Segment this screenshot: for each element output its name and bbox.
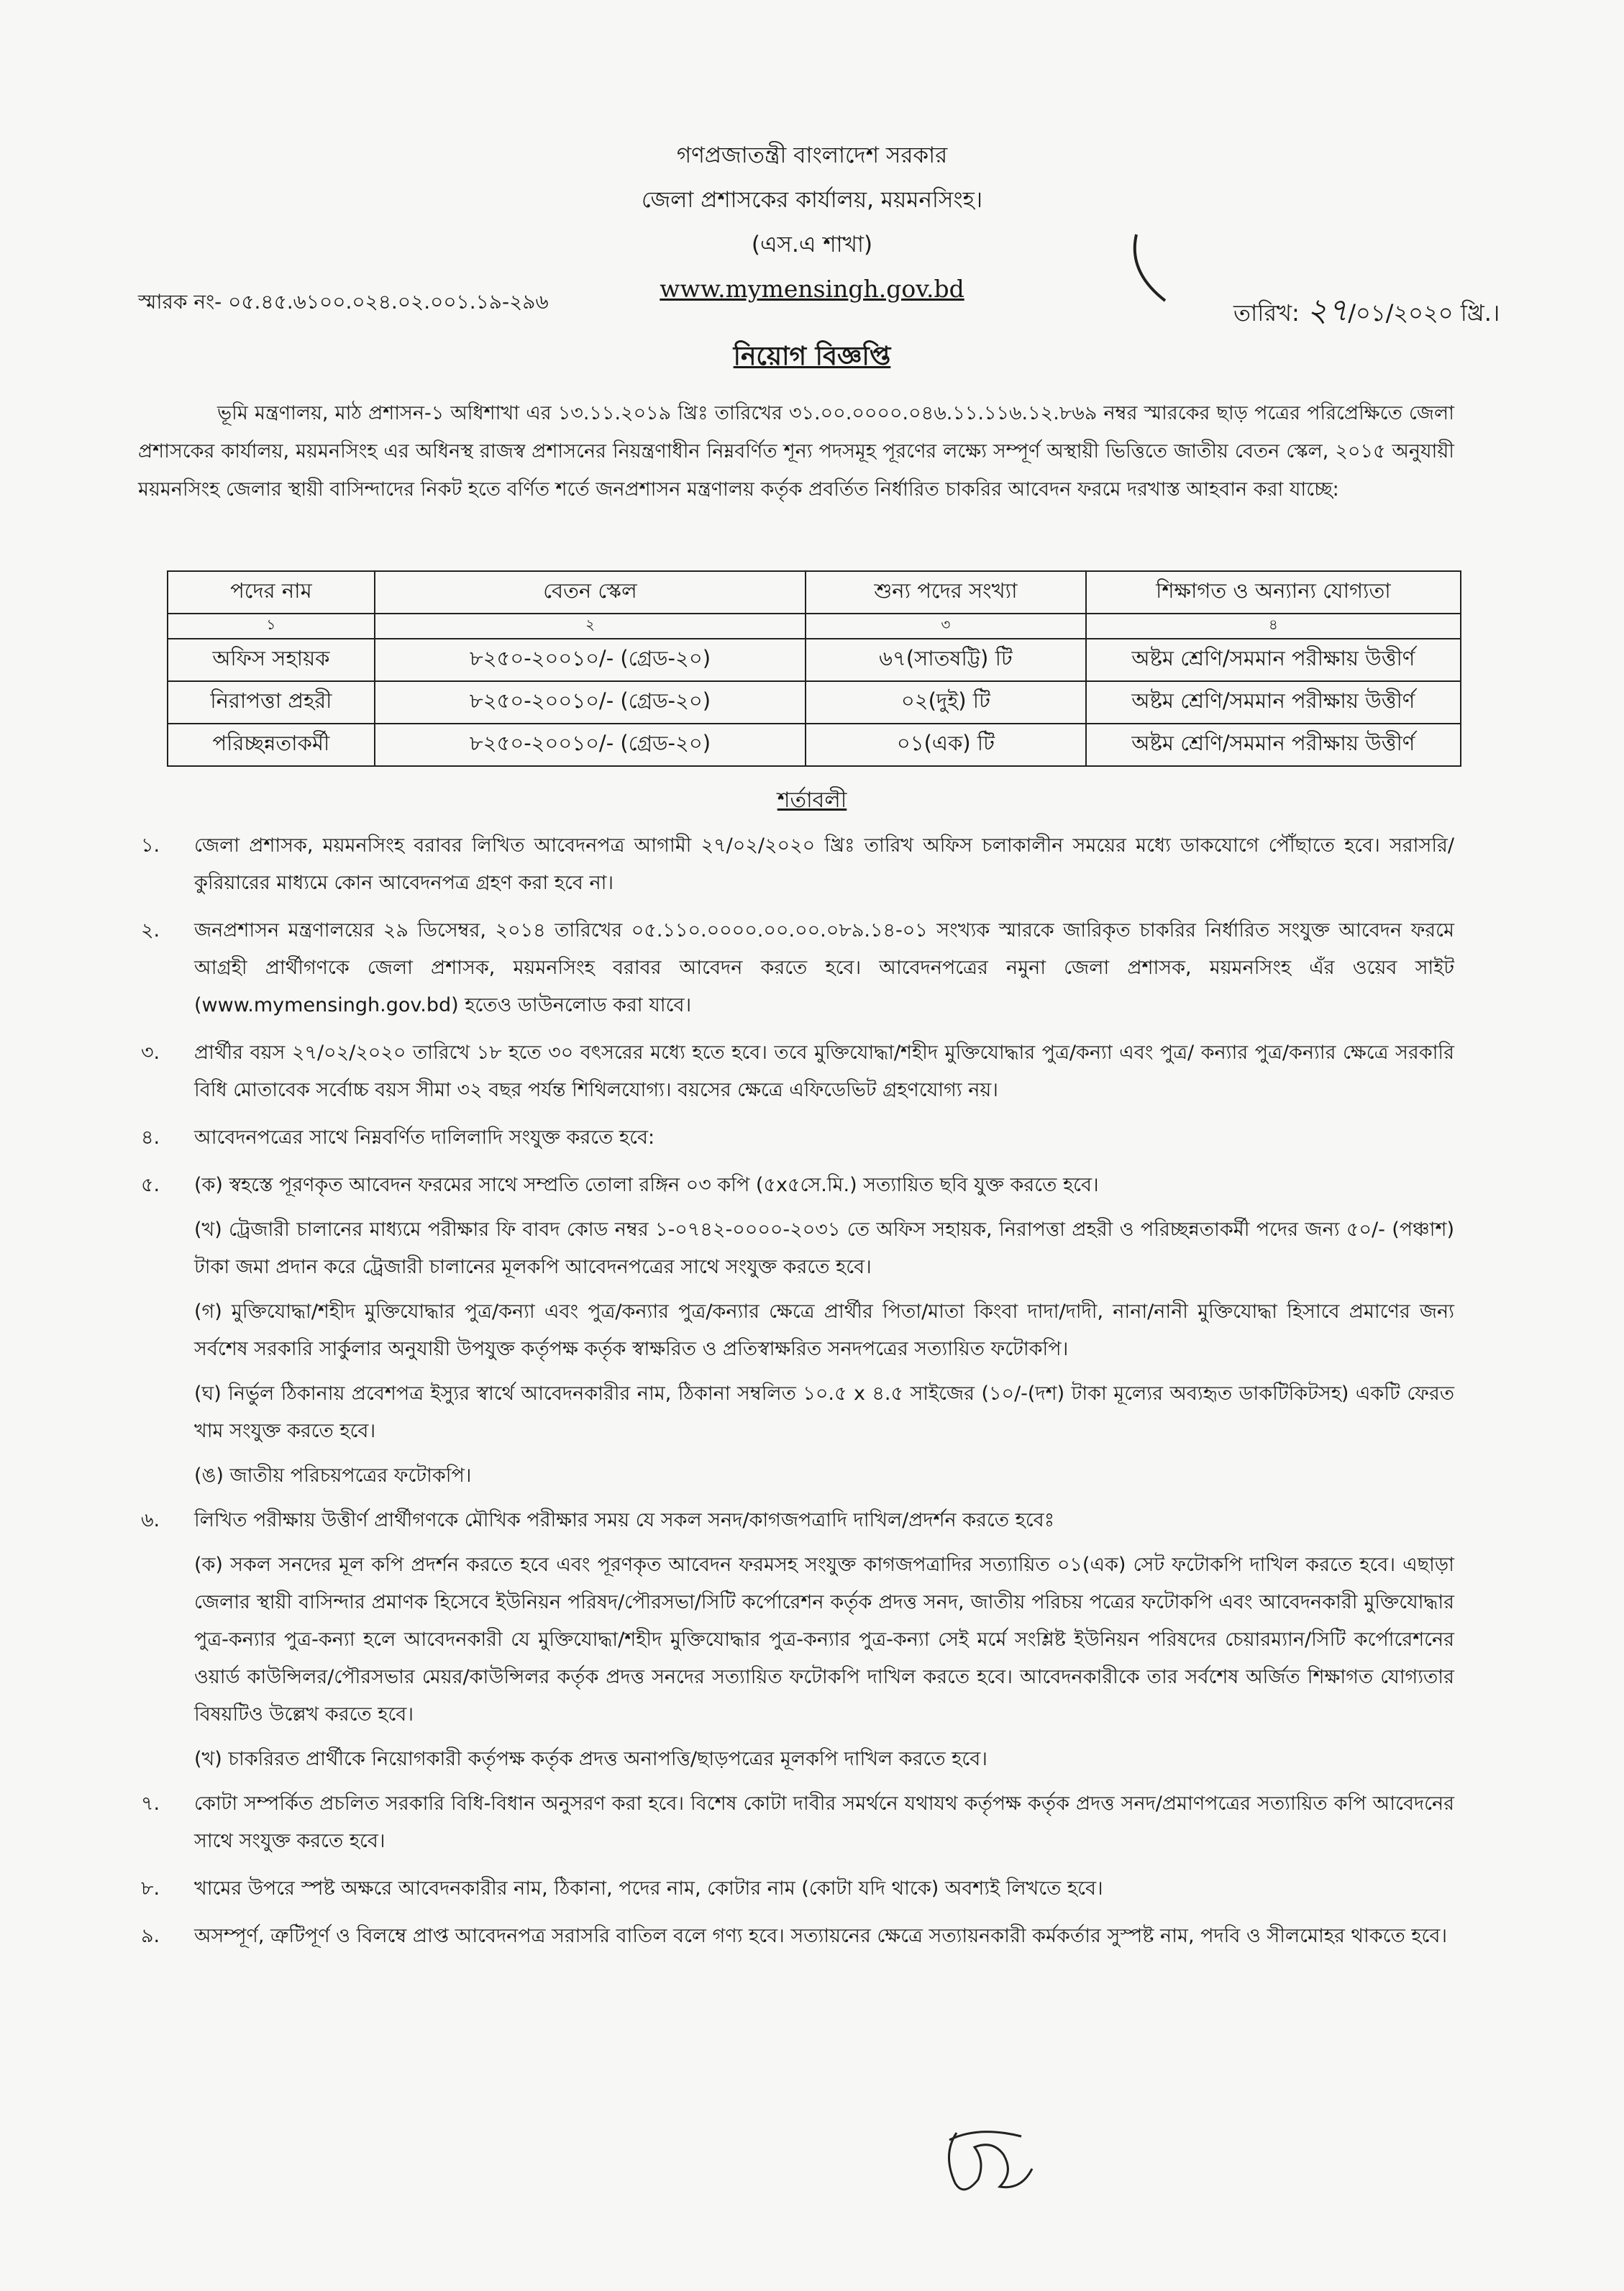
condition-subitem: (ঘ) নির্ভুল ঠিকানায় প্রবেশপত্র ইস্যুর স্বার্থে আবেদনকারীর নাম, ঠিকানা সম্বলিত ১০.৫ x ৪.৫ সাইজের (১০/-(দশ) টাকা মূল্যের অব্যহৃত ডাকটিকিটসহ) একটি ফেরত খাম সংযুক্ত করতে হবে। bbox=[194, 1383, 1454, 1442]
condition-number: ৭. bbox=[141, 1793, 160, 1815]
condition-item bbox=[141, 1870, 1454, 1908]
condition-number: ৮. bbox=[141, 1877, 160, 1900]
conditions-heading: শর্তাবলী bbox=[777, 788, 847, 813]
post-name: পরিচ্ছন্নতাকর্মী bbox=[168, 724, 375, 766]
table-column-number-row bbox=[168, 614, 1461, 639]
table-header-row bbox=[168, 571, 1461, 614]
condition-text: জেলা প্রশাসক, ময়মনসিংহ বরাবর লিখিত আবেদনপত্র আগামী ২৭/০২/২০২০ খ্রিঃ তারিখ অফিস চলাকালীন সময়ের মধ্যে ডাকযোগে পৌঁছাতে হবে। সরাসরি/কুরিয়ারের মাধ্যমে কোন আবেদনপত্র গ্রহণ করা হবে না। bbox=[194, 834, 1454, 894]
condition-subitem: (ঙ) জাতীয় পরিচয়পত্রের ফটোকপি। bbox=[194, 1465, 472, 1487]
condition-text: প্রার্থীর বয়স ২৭/০২/২০২০ তারিখে ১৮ হতে ৩০ বৎসরের মধ্যে হতে হবে। তবে মুক্তিযোদ্ধা/শহীদ মুক্তিযোদ্ধার পুত্র/কন্যা এবং পুত্র/ কন্যার পুত্র/কন্যার ক্ষেত্রে সরকারি বিধি মোতাবেক সর্বোচ্চ বয়স সীমা ৩২ বছর পর্যন্ত শিথিলযোগ্য। বয়সের ক্ষেত্রে এফিডেভিট গ্রহণযোগ্য নয়। bbox=[194, 1042, 1454, 1101]
pay-scale: ৮২৫০-২০০১০/- (গ্রেড-২০) bbox=[375, 724, 806, 766]
column-number: ১ bbox=[168, 614, 375, 639]
memo-number: স্মারক নং- ০৫.৪৫.৬১০০.০২৪.০২.০০১.১৯-২৯৬ bbox=[138, 290, 549, 314]
condition-text: অসম্পূর্ণ, ত্রুটিপূর্ণ ও বিলম্বে প্রাপ্ত আবেদনপত্র সরাসরি বাতিল বলে গণ্য হবে। সত্যায়নের ক্ষেত্রে সত্যায়নকারী কর্মকর্তার সুস্পষ্ট নাম, পদবি ও সীলমোহর থাকতে হবে। bbox=[194, 1925, 1448, 1947]
branch-name: (এস.এ শাখা) bbox=[751, 232, 873, 258]
vacancy-count: ০১(এক) টি bbox=[806, 724, 1086, 766]
condition-number: ১. bbox=[141, 834, 160, 857]
condition-subitem: (খ) ট্রেজারী চালানের মাধ্যমে পরীক্ষার ফি বাবদ কোড নম্বর ১-০৭৪২-০০০০-২০৩১ তে অফিস সহায়ক, নিরাপত্তা প্রহরী ও পরিচ্ছন্নতাকর্মী পদের জন্য ৫০/- (পঞ্চাশ) টাকা জমা প্রদান করে ট্রেজারী চালানের মূলকপি আবেদনপত্রের সাথে সংযুক্ত করতে হবে। bbox=[194, 1219, 1454, 1278]
condition-item bbox=[141, 1167, 1454, 1502]
letterhead bbox=[0, 133, 1624, 311]
condition-number: ৬. bbox=[141, 1509, 160, 1531]
column-number: ২ bbox=[375, 614, 806, 639]
qualification: অষ্টম শ্রেণি/সমমান পরীক্ষায় উত্তীর্ণ bbox=[1086, 681, 1461, 724]
condition-body bbox=[194, 1167, 1454, 1502]
condition-subitem: (ক) সকল সনদের মূল কপি প্রদর্শন করতে হবে এবং পূরণকৃত আবেদন ফরমসহ সংযুক্ত কাগজপত্রাদির সত্যায়িত ০১(এক) সেট ফটোকপি দাখিল করতে হবে। এছাড়া জেলার স্থায়ী বাসিন্দার প্রমাণক হিসেবে ইউনিয়ন পরিষদ/পৌরসভা/সিটি কর্পোরেশন কর্তৃক প্রদত্ত সনদ, জাতীয় পরিচয় পত্রের ফটোকপি এবং আবেদনকারী মুক্তিযোদ্ধার পুত্র-কন্যার পুত্র-কন্যা হলে আবেদনকারী যে মুক্তিযোদ্ধা/শহীদ মুক্তিযোদ্ধার পুত্র-কন্যার পুত্র-কন্যা সেই মর্মে সংশ্লিষ্ট ইউনিয়ন পরিষদের চেয়ারম্যান/সিটি কর্পোরেশনের ওয়ার্ড কাউন্সিলর/পৌরসভার মেয়র/কাউন্সিলর কর্তৃক প্রদত্ত সনদের সত্যায়িত ফটোকপি দাখিল করতে হবে। আবেদনকারীকে তার সর্বশেষ অর্জিত শিক্ষাগত যোগ্যতার বিষয়টিও উল্লেখ করতে হবে। bbox=[194, 1554, 1455, 1726]
condition-number: ৩. bbox=[141, 1042, 160, 1064]
condition-item bbox=[141, 827, 1454, 902]
condition-number: ৫. bbox=[141, 1174, 160, 1196]
condition-number: ২. bbox=[141, 919, 160, 942]
condition-subitem: (খ) চাকরিরত প্রার্থীকে নিয়োগকারী কর্তৃপক্ষ কর্তৃক প্রদত্ত অনাপত্তি/ছাড়পত্রের মূলকপি দাখিল করতে হবে। bbox=[194, 1748, 987, 1770]
condition-subitem: (গ) মুক্তিযোদ্ধা/শহীদ মুক্তিযোদ্ধার পুত্র/কন্যা এবং পুত্র/কন্যার পুত্র/কন্যার ক্ষেত্রে প্রার্থীর পিতা/মাতা কিংবা দাদা/দাদী, নানা/নানী মুক্তিযোদ্ধা হিসাবে প্রমাণের জন্য সর্বশেষ সরকারি সার্কুলার অনুযায়ী উপযুক্ত কর্তৃপক্ষ কর্তৃক স্বাক্ষরিত ও প্রতিস্বাক্ষরিত সনদপত্রের সত্যায়িত ফটোকপি। bbox=[194, 1301, 1454, 1360]
condition-item bbox=[141, 1785, 1454, 1860]
condition-body bbox=[194, 1502, 1454, 1785]
vacancy-table bbox=[167, 570, 1461, 767]
condition-item bbox=[141, 912, 1454, 1024]
pay-scale: ৮২৫০-২০০১০/- (গ্রেড-২০) bbox=[375, 681, 806, 724]
date-day-handwritten: ২৭ bbox=[1307, 292, 1349, 329]
table-header-cell: শিক্ষাগত ও অন্যান্য যোগ্যতা bbox=[1086, 571, 1461, 614]
website-link[interactable]: www.mymensingh.gov.bd bbox=[660, 275, 964, 303]
condition-item bbox=[141, 1034, 1454, 1109]
table-header-cell: বেতন স্কেল bbox=[375, 571, 806, 614]
table-row bbox=[168, 681, 1461, 724]
government-name: গণপ্রজাতন্ত্রী বাংলাদেশ সরকার bbox=[676, 142, 948, 168]
date-rest: /০১/২০২০ খ্রি.। bbox=[1348, 299, 1500, 327]
pay-scale: ৮২৫০-২০০১০/- (গ্রেড-২০) bbox=[375, 639, 806, 681]
condition-item bbox=[141, 1918, 1454, 1955]
vacancy-count: ৬৭(সাতষট্টি) টি bbox=[806, 639, 1086, 681]
condition-number: ৪. bbox=[141, 1126, 160, 1149]
column-number: ৩ bbox=[806, 614, 1086, 639]
post-name: নিরাপত্তা প্রহরী bbox=[168, 681, 375, 724]
condition-item bbox=[141, 1502, 1454, 1785]
table-header-cell: পদের নাম bbox=[168, 571, 375, 614]
column-number: ৪ bbox=[1086, 614, 1461, 639]
condition-text: খামের উপরে স্পষ্ট অক্ষরে আবেদনকারীর নাম, ঠিকানা, পদের নাম, কোটার নাম (কোটা যদি থাকে) অবশ্যই লিখতে হবে। bbox=[194, 1877, 1103, 1900]
conditions-list bbox=[141, 827, 1454, 1955]
qualification: অষ্টম শ্রেণি/সমমান পরীক্ষায় উত্তীর্ণ bbox=[1086, 724, 1461, 766]
condition-text: লিখিত পরীক্ষায় উত্তীর্ণ প্রার্থীগণকে মৌখিক পরীক্ষার সময় যে সকল সনদ/কাগজপত্রাদি দাখিল/প্রদর্শন করতে হবেঃ bbox=[194, 1509, 1055, 1531]
table-row bbox=[168, 639, 1461, 681]
table-row bbox=[168, 724, 1461, 766]
qualification: অষ্টম শ্রেণি/সমমান পরীক্ষায় উত্তীর্ণ bbox=[1086, 639, 1461, 681]
handwritten-slash-mark bbox=[1122, 229, 1237, 308]
condition-subitem: (ক) স্বহস্তে পূরণকৃত আবেদন ফরমের সাথে সম্প্রতি তোলা রঙ্গিন ০৩ কপি (৫x৫সে.মি.) সত্যায়িত ছবি যুক্ত করতে হবে। bbox=[194, 1174, 1099, 1196]
office-name: জেলা প্রশাসকের কার্যালয়, ময়মনসিংহ। bbox=[641, 187, 983, 213]
table-header-cell: শুন্য পদের সংখ্যা bbox=[806, 571, 1086, 614]
condition-text: কোটা সম্পর্কিত প্রচলিত সরকারি বিধি-বিধান অনুসরণ করা হবে। বিশেষ কোটা দাবীর সমর্থনে যথাযথ কর্তৃপক্ষ কর্তৃক প্রদত্ত সনদ/প্রমাণপত্রের সত্যায়িত কপি আবেদনের সাথে সংযুক্ত করতে হবে। bbox=[194, 1793, 1454, 1852]
condition-text: আবেদনপত্রের সাথে নিম্নবর্ণিত দালিলাদি সংযুক্ত করতে হবে: bbox=[194, 1126, 655, 1149]
notice-title: নিয়োগ বিজ্ঞপ্তি bbox=[733, 342, 891, 371]
issue-date bbox=[1233, 286, 1500, 339]
intro-paragraph: ভূমি মন্ত্রণালয়, মাঠ প্রশাসন-১ অধিশাখা এর ১৩.১১.২০১৯ খ্রিঃ তারিখের ৩১.০০.০০০০.০৪৬.১১.১১৬.১২.৮৬৯ নম্বর স্মারকের ছাড় পত্রের পরিপ্রেক্ষিতে জেলা প্রশাসকের কার্যালয়, ময়মনসিংহ এর অধিনস্থ রাজস্ব প্রশাসনের নিয়ন্ত্রণাধীন নিম্নবর্ণিত শূন্য পদসমূহ পূরণের লক্ষ্যে সম্পূর্ণ অস্থায়ী ভিত্তিতে জাতীয় বেতন স্কেল, ২০১৫ অনুযায়ী ময়মনসিংহ জেলার স্থায়ী বাসিন্দাদের নিকট হতে বর্ণিত শর্তে জনপ্রশাসন মন্ত্রণালয় কর্তৃক প্রবর্তিত নির্ধারিত চাকরির আবেদন ফরমে দরখাস্ত আহবান করা যাচ্ছে: bbox=[138, 402, 1454, 501]
date-label: তারিখ: bbox=[1233, 299, 1300, 327]
condition-text: জনপ্রশাসন মন্ত্রণালয়ের ২৯ ডিসেম্বর, ২০১৪ তারিখের ০৫.১১০.০০০০.০০.০০.০৮৯.১৪-০১ সংখ্যক স্মারকে জারিকৃত চাকরির নির্ধারিত সংযুক্ত আবেদন ফরমে আগ্রহী প্রার্থীগণকে জেলা প্রশাসক, ময়মনসিংহ বরাবর আবেদন করতে হবে। আবেদনপত্রের নমুনা জেলা প্রশাসক, ময়মনসিংহ এঁর ওয়েব সাইট (www.mymensingh.gov.bd) হতেও ডাউনলোড করা যাবে। bbox=[194, 919, 1454, 1016]
signature bbox=[935, 2111, 1050, 2205]
post-name: অফিস সহায়ক bbox=[168, 639, 375, 681]
vacancy-count: ০২(দুই) টি bbox=[806, 681, 1086, 724]
condition-number: ৯. bbox=[141, 1925, 160, 1947]
condition-item bbox=[141, 1119, 1454, 1157]
